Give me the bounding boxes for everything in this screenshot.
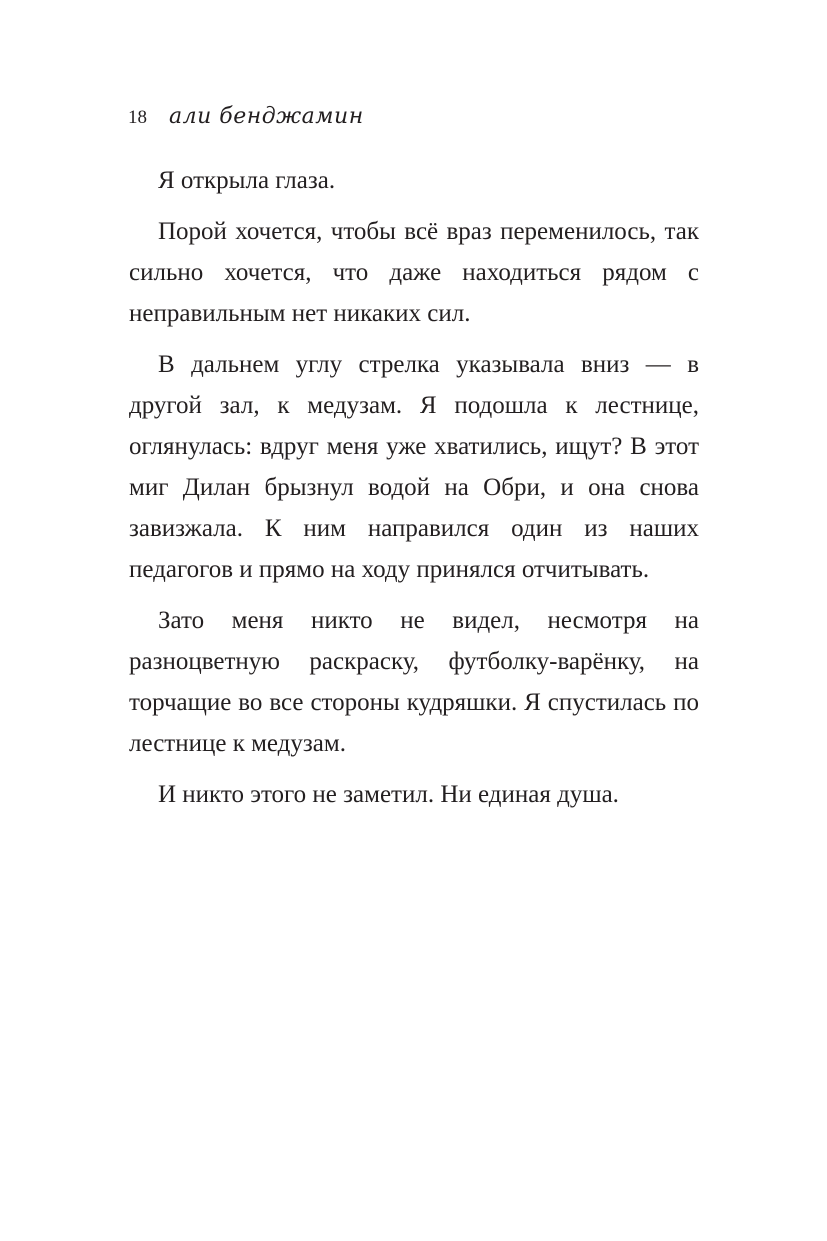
author-name: али бенджамин: [169, 104, 364, 129]
paragraph: И никто этого не заметил. Ни единая душа.: [158, 781, 619, 808]
paragraph: Зато меня никто не видел, несмотря на разноцветную раскраску, футболку-варёнку, на торчащие во все стороны кудряшки. Я спустилась по лестнице к медузам.: [129, 607, 699, 757]
page-number: 18: [128, 107, 147, 128]
body-text: [129, 160, 699, 825]
paragraph: В дальнем углу стрелка указывала вниз — в другой зал, к медузам. Я подошла к лестнице, оглянулась: вдруг меня уже хватились, ищут? В этот миг Дилан брызнул водой на Обри, и она снова завизжала. К ним направился один из наших педагогов и прямо на ходу принялся отчитывать.: [129, 351, 699, 583]
paragraph: Порой хочется, чтобы всё враз переменилось, так сильно хочется, что даже находиться рядом с неправильным нет никаких сил.: [129, 218, 699, 327]
running-head: [128, 104, 364, 129]
paragraph: Я открыла глаза.: [158, 167, 336, 194]
